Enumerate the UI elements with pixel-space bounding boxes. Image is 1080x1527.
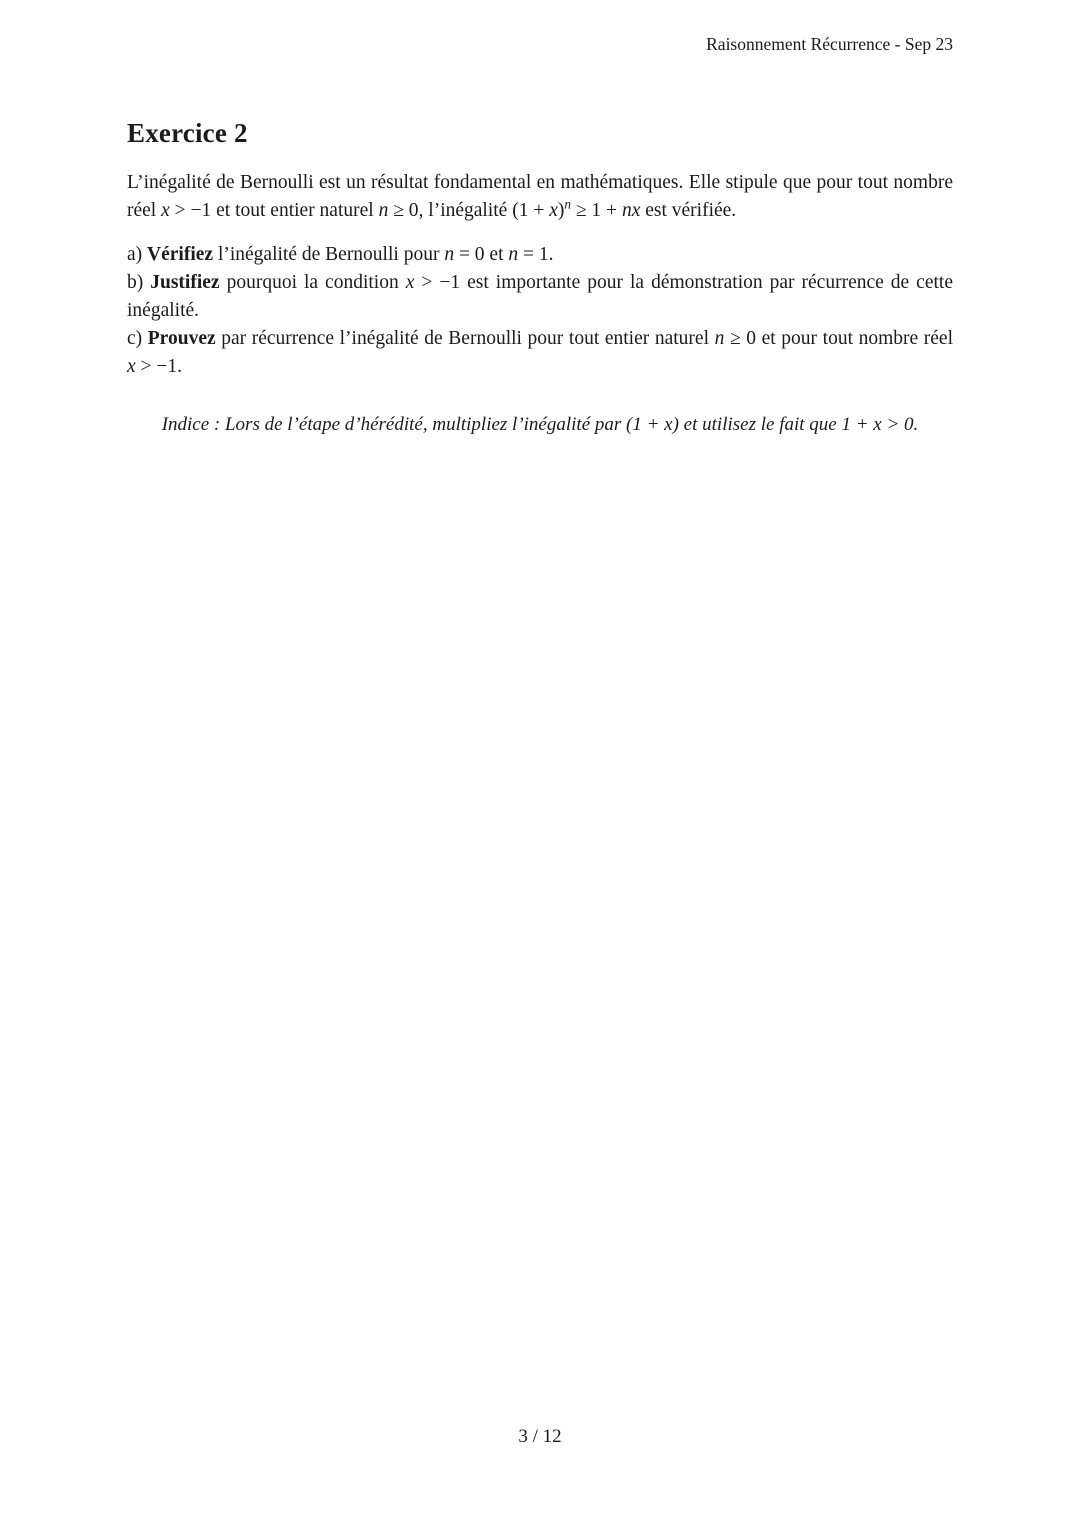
hint-text: Indice : Lors de l’étape d’hérédité, multipliez l’inégalité par (1 + x) et utilisez le fait que 1 + x > 0. xyxy=(161,413,919,435)
page-header: Raisonnement Récurrence - Sep 23 xyxy=(706,34,953,54)
question-list xyxy=(127,241,953,381)
question-c: c) Prouvez par récurrence l’inégalité de Bernoulli pour tout entier naturel n ≥ 0 et pour tout nombre réel x > −1. xyxy=(127,327,953,377)
question-a: a) Vérifiez l’inégalité de Bernoulli pour n = 0 et n = 1. xyxy=(127,243,554,265)
content-column xyxy=(127,0,953,439)
question-b: b) Justifiez pourquoi la condition x > −1 est importante pour la démonstration par récurrence de cette inégalité. xyxy=(127,271,953,321)
intro-paragraph: L’inégalité de Bernoulli est un résultat fondamental en mathématiques. Elle stipule que pour tout nombre réel x > −1 et tout entier naturel n ≥ 0, l’inégalité $(1 + x)^n \ge 1$ + nx est vérifiée. xyxy=(127,171,953,221)
exercise-title: Exercice 2 xyxy=(127,117,248,148)
page-number: 3 / 12 xyxy=(518,1426,562,1447)
